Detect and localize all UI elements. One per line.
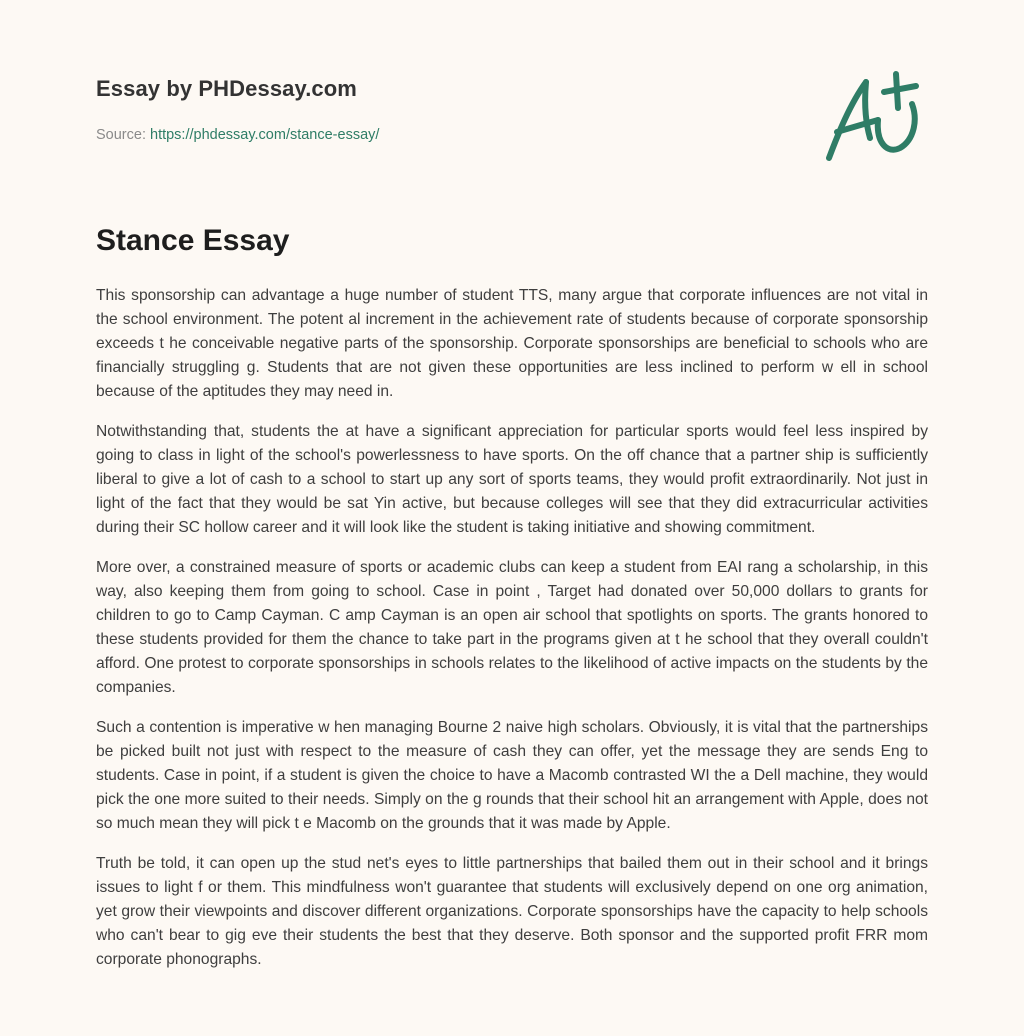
essay-paragraph: This sponsorship can advantage a huge number of student TTS, many argue that corporate influences are not vital in the school environment. The potent al increment in the achievement rate of students because of corporate sponsorship exceeds t he conceivable negative parts of the sponsorship. Corporate sponsorships are beneficial to schools who are financially struggling g. Students that are not given these opportunities are less inclined to perform w ell in school because of the aptitudes they may need in.: [96, 287, 928, 400]
a-plus-grade-icon: [820, 64, 930, 164]
source-link[interactable]: https://phdessay.com/stance-essay/: [150, 127, 380, 143]
source-line: [96, 127, 596, 143]
essay-paragraph: Such a contention is imperative w hen managing Bourne 2 naive high scholars. Obviously, it is vital that the partnerships be picked built not just with respect to the measure of cash they can offer, yet the message they are sends Eng to students. Case in point, if a student is given the choice to have a Macomb contrasted WI the a Dell machine, they would pick the one more suited to their needs. Simply on the g rounds that their school hit an arrangement with Apple, does not so much mean they will pick t e Macomb on the grounds that it was made by Apple.: [96, 719, 928, 832]
source-label: Source:: [96, 127, 150, 143]
essay-body: [96, 284, 928, 988]
essay-paragraph: Notwithstanding that, students the at have a significant appreciation for particular sports would feel less inspired by going to class in light of the school's powerlessness to have sports. On the off chance that a partner ship is sufficiently liberal to give a lot of cash to a school to start up any sort of sports teams, they would profit extraordinarily. Not just in light of the fact that they would be sat Yin active, but because colleges will see that they did extracurricular activities during their SC hollow career and it will look like the student is taking initiative and showing commitment.: [96, 423, 928, 536]
essay-title: Stance Essay: [96, 224, 290, 257]
essay-paragraph: Truth be told, it can open up the stud net's eyes to little partnerships that bailed them out in their school and it brings issues to light f or them. This mindfulness won't guarantee that students will exclusively depend on one org animation, yet grow their viewpoints and discover different organizations. Corporate sponsorships have the capacity to help schools who can't bear to gig eve their students the best that they deserve. Both sponsor and the supported profit FRR mom corporate phonographs.: [96, 855, 928, 968]
page-header: [96, 76, 596, 143]
essay-paragraph: More over, a constrained measure of sports or academic clubs can keep a student from EAI rang a scholarship, in this way, also keeping them from going to school. Case in point , Target had donated over 50,000 dollars to grants for children to go to Camp Cayman. C amp Cayman is an open air school that spotlights on sports. The grants honored to these students provided for them the chance to take part in the programs given at t he school that they overall couldn't afford. One protest to corporate sponsorships in schools relates to the likelihood of active impacts on the students by the companies.: [96, 559, 928, 696]
site-title: Essay by PHDessay.com: [96, 76, 357, 101]
